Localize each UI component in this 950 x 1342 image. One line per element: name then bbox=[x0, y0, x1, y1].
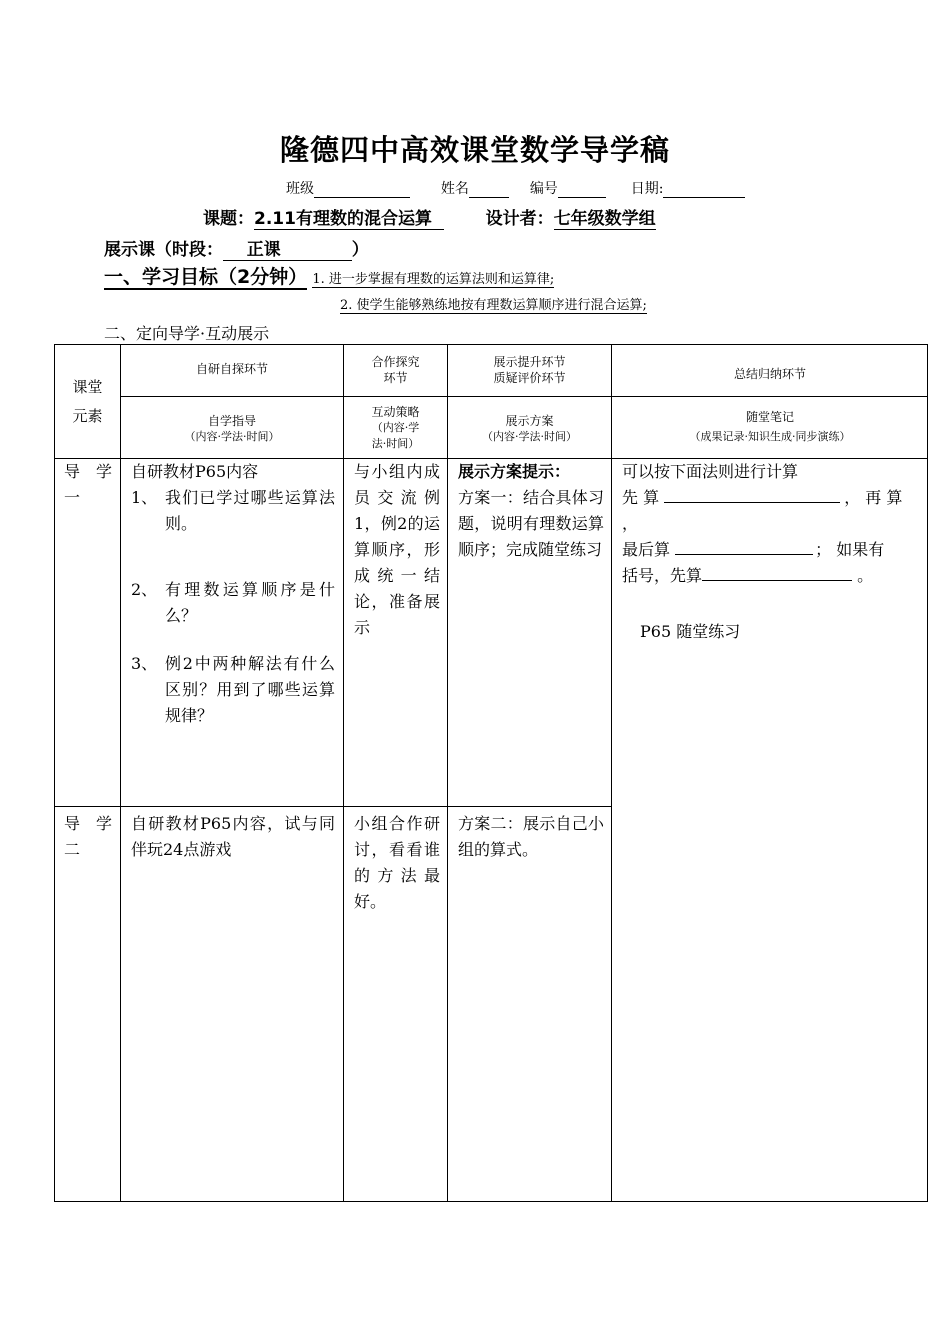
section-heading: 二、定向导学·互动展示 bbox=[104, 324, 270, 343]
blank-first[interactable] bbox=[664, 502, 840, 503]
row2-show-plan: 方案二：展示自己小组的算式。 bbox=[458, 814, 604, 859]
name-label: 姓名 bbox=[440, 181, 469, 197]
question-item: 1、 我们已学过哪些运算法则。 bbox=[131, 488, 335, 533]
topic-label: 课题： bbox=[203, 209, 254, 229]
col3-header: 展示提升环节 质疑评价环节 bbox=[493, 355, 566, 385]
date-label: 日期: bbox=[630, 181, 664, 197]
show-class-label: 展示课（时段： bbox=[104, 240, 223, 260]
name-field[interactable] bbox=[469, 181, 509, 198]
col3-subheader: 展示方案 （内容·学法·时间） bbox=[482, 414, 577, 443]
col4-subheader: 随堂笔记 （成果记录·知识生成·同步演练） bbox=[689, 410, 851, 443]
col1-header: 自研自探环节 bbox=[195, 362, 268, 376]
number-label: 编号 bbox=[529, 181, 558, 197]
goal-item-1: 1. 进一步掌握有理数的运算法则和运算律; bbox=[312, 272, 555, 287]
lesson-table bbox=[54, 344, 928, 1202]
designer-label: 设计者： bbox=[485, 209, 554, 229]
row2-label: 导 学 二 bbox=[64, 814, 112, 859]
show-class-line: 展示课（时段： 正课 ） bbox=[104, 235, 369, 261]
blank-bracket[interactable] bbox=[702, 580, 852, 581]
goals-heading: 一、学习目标（2分钟） bbox=[104, 266, 308, 288]
question-item: 3、 例2中两种解法有什么区别？用到了哪些运算规律？ bbox=[131, 654, 335, 725]
col2-subheader: 互动策略 （内容·学 法·时间） bbox=[371, 405, 420, 450]
class-field[interactable] bbox=[314, 181, 410, 198]
goal-item-2: 2. 使学生能够熟练地按有理数运算顺序进行混合运算; bbox=[340, 294, 647, 314]
goals-line bbox=[104, 262, 554, 289]
class-label: 班级 bbox=[286, 181, 314, 197]
page-title: 隆德四中高效课堂数学导学稿 bbox=[279, 133, 670, 167]
row1-cooperation: 与小组内成员交流例1，例2的运算顺序，形成统一结论，准备展示 bbox=[354, 462, 440, 637]
question-item: 2、 有理数运算顺序是什么？ bbox=[131, 580, 335, 625]
row2-self-study: 自研教材P65内容，试与同伴玩24点游戏 bbox=[131, 814, 335, 859]
blank-last[interactable] bbox=[675, 554, 813, 555]
notes: 可以按下面法则进行计算 先 算 ， 再 算 ， 最后算 ； 如果有 括号，先算 。 P65 随堂练习 bbox=[622, 459, 920, 645]
row1-show-plan: 展示方案提示： 方案一：结合具体习题，说明有理数运算顺序；完成随堂练习 bbox=[458, 462, 604, 559]
practice-note: P65 随堂练习 bbox=[640, 622, 741, 641]
topic-value: 2.11有理数的混合运算 bbox=[254, 204, 444, 230]
show-class-value: 正课 bbox=[223, 235, 352, 261]
row1-self-study: 自研教材P65内容 1、 我们已学过哪些运算法则。 2、 有理数运算顺序是什么？ 3、 例2中两种解法有什么区别？用到了哪些运算规律？ bbox=[131, 459, 335, 729]
col2-header: 合作探究 环节 bbox=[371, 355, 420, 385]
designer-value: 七年级数学组 bbox=[554, 204, 656, 230]
topic-line bbox=[203, 204, 656, 230]
date-field[interactable] bbox=[663, 181, 745, 198]
info-line bbox=[286, 178, 745, 198]
number-field[interactable] bbox=[558, 181, 606, 198]
row-header: 课堂 元素 bbox=[72, 378, 103, 425]
row2-cooperation: 小组合作研讨，看看谁的方法最好。 bbox=[354, 814, 440, 911]
col1-subheader: 自学指导 （内容·学法·时间） bbox=[184, 414, 280, 443]
col4-header: 总结归纳环节 bbox=[733, 367, 806, 381]
row1-label: 导 学 一 bbox=[64, 462, 112, 507]
